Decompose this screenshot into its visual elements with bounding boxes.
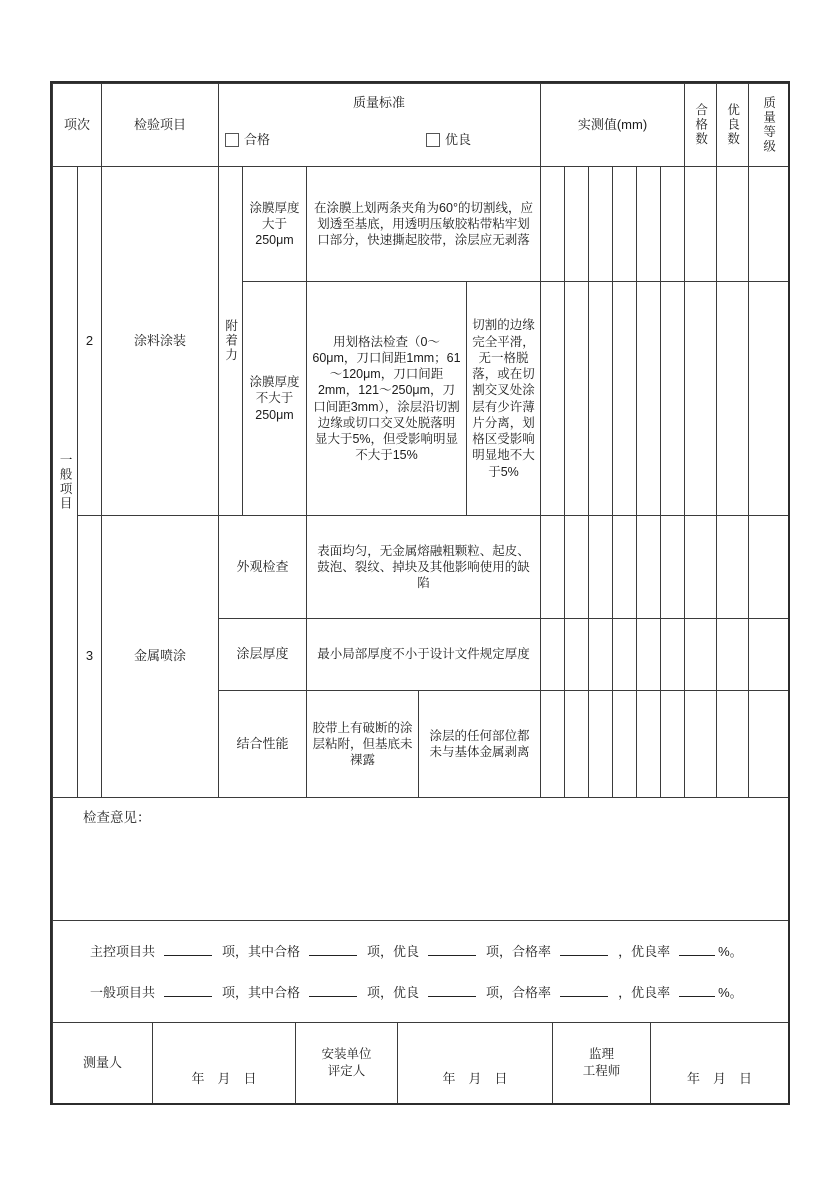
summary-text: 项，其中合格 — [222, 985, 301, 1000]
inspection-opinion-label: 检查意见： — [83, 810, 151, 825]
installer-assessor-line1: 安装单位 — [321, 1046, 372, 1061]
measured-value-cell — [660, 618, 685, 691]
installer-assessor-line2: 评定人 — [327, 1064, 366, 1078]
pass-checkbox[interactable] — [225, 133, 239, 147]
measured-value-cell — [612, 690, 637, 798]
header-quality-standard-cell — [218, 83, 541, 167]
blank-field[interactable] — [309, 941, 357, 956]
summary-text: 项，优良 — [367, 985, 420, 1000]
measured-value-cell — [684, 281, 717, 516]
summary-text: 项，其中合格 — [222, 944, 301, 960]
header-measured-value: 实测值(mm) — [540, 83, 685, 167]
installer-assessor-label — [295, 1022, 398, 1104]
summary-text: %。 — [718, 985, 743, 1000]
measured-value-cell — [660, 281, 685, 516]
header-divider-partial — [218, 84, 219, 124]
measured-value-cell — [716, 515, 749, 619]
measured-value-cell — [588, 618, 613, 691]
blank-field[interactable] — [679, 941, 715, 956]
block-3-item: 金属喷涂 — [101, 515, 219, 798]
blank-field[interactable] — [164, 941, 212, 956]
measured-value-cell — [684, 166, 717, 282]
bonding-performance-label: 结合性能 — [218, 690, 307, 798]
measured-value-cell — [588, 515, 613, 619]
measured-value-cell — [588, 690, 613, 798]
measured-value-cell — [564, 515, 589, 619]
measured-value-cell — [564, 618, 589, 691]
inspection-opinion-cell — [52, 797, 789, 921]
bonding-performance-standard-pass: 胶带上有破断的涂层粘附，但基底未裸露 — [306, 690, 419, 798]
measured-value-cell — [684, 618, 717, 691]
surveyor-date-cell[interactable] — [152, 1022, 296, 1104]
summary-text: 项，合格率 — [486, 985, 552, 1000]
measured-value-cell — [716, 281, 749, 516]
measured-value-cell — [612, 166, 637, 282]
measured-value-cell — [588, 281, 613, 516]
measured-value-cell — [684, 690, 717, 798]
measured-value-cell — [564, 166, 589, 282]
summary-text: 一般项目共 — [90, 985, 156, 1000]
adhesion-row2-standard-excellent: 切割的边缘完全平滑，无一格脱落，或在切割交叉处涂层有少许薄片分离，划格区受影响明显地不大于5% — [466, 281, 541, 516]
blank-field[interactable] — [560, 982, 608, 997]
summary-line-general — [90, 982, 743, 1002]
header-quality-grade: 质量等级 — [748, 83, 789, 167]
supervisor-line2: 工程师 — [582, 1064, 621, 1078]
measured-value-cell — [748, 618, 789, 691]
measured-value-cell — [748, 281, 789, 516]
measured-value-cell — [660, 515, 685, 619]
header-pass-count: 合格数 — [684, 83, 717, 167]
pass-checkbox-label: 合格 — [244, 131, 271, 147]
summary-text: 项，优良 — [367, 944, 420, 960]
summary-section — [52, 920, 789, 1023]
measured-value-cell — [716, 166, 749, 282]
measured-value-cell — [540, 618, 565, 691]
measured-value-cell — [636, 515, 661, 619]
date-placeholder: 年 月 日 — [442, 1071, 508, 1087]
blank-field[interactable] — [679, 982, 715, 997]
blank-field[interactable] — [164, 982, 212, 997]
measured-value-cell — [540, 166, 565, 282]
summary-text: 项，合格率 — [486, 944, 552, 960]
measured-value-cell — [748, 166, 789, 282]
measured-value-cell — [564, 690, 589, 798]
measured-value-cell — [660, 166, 685, 282]
coating-thickness-standard: 最小局部厚度不小于设计文件规定厚度 — [306, 618, 541, 691]
supervisor-line1: 监理 — [588, 1046, 614, 1061]
measured-value-cell — [660, 690, 685, 798]
measured-value-cell — [716, 690, 749, 798]
measured-value-cell — [564, 281, 589, 516]
adhesion-row2-standard-pass: 用划格法检查（0～60μm，刀口间距1mm；61～120μm，刀口间距2mm，121～250μm，刀口间距3mm），涂层沿切割边缘或切口交叉处脱落明显大于5%，但受影响明显不大于15% — [306, 281, 467, 516]
blank-field[interactable] — [428, 941, 476, 956]
measured-value-cell — [540, 690, 565, 798]
summary-text: 主控项目共 — [90, 944, 156, 960]
block-3-number: 3 — [77, 515, 102, 798]
measured-value-cell — [748, 690, 789, 798]
measured-value-cell — [636, 618, 661, 691]
adhesion-row2-condition: 涂膜厚度不大于250μm — [242, 281, 307, 516]
summary-text: ，优良率 — [618, 985, 671, 1000]
measured-value-cell — [748, 515, 789, 619]
blank-field[interactable] — [560, 941, 608, 956]
date-placeholder: 年 月 日 — [191, 1071, 257, 1087]
summary-text: ，优良率 — [618, 944, 671, 960]
appearance-check-standard: 表面均匀，无金属熔融粗颗粒、起皮、鼓泡、裂纹、掉块及其他影响使用的缺陷 — [306, 515, 541, 619]
excellent-checkbox-group — [426, 132, 471, 149]
header-inspection-item: 检验项目 — [101, 83, 219, 167]
supervisor-label — [552, 1022, 651, 1104]
grade-checkbox-row — [218, 132, 540, 149]
summary-line-main-control — [90, 941, 743, 961]
appearance-check-label: 外观检查 — [218, 515, 307, 619]
measured-value-cell — [636, 690, 661, 798]
section-label-general-items: 一般项目 — [52, 166, 78, 798]
header-item-no: 项次 — [52, 83, 102, 167]
header-excellent-count: 优良数 — [716, 83, 749, 167]
pass-checkbox-group — [225, 132, 270, 149]
surveyor-label: 测量人 — [52, 1022, 153, 1104]
measured-value-cell — [540, 515, 565, 619]
block-2-item: 涂料涂装 — [101, 166, 219, 516]
block-2-number: 2 — [77, 166, 102, 516]
measured-value-cell — [612, 281, 637, 516]
quality-standard-title: 质量标准 — [352, 95, 405, 110]
measured-value-cell — [636, 166, 661, 282]
supervisor-date-cell[interactable] — [650, 1022, 789, 1104]
measured-value-cell — [588, 166, 613, 282]
blank-field[interactable] — [309, 982, 357, 997]
adhesion-row1-condition: 涂膜厚度大于250μm — [242, 166, 307, 282]
excellent-checkbox[interactable] — [426, 133, 440, 147]
measured-value-cell — [540, 281, 565, 516]
measured-value-cell — [612, 618, 637, 691]
date-placeholder: 年 月 日 — [686, 1071, 752, 1087]
measured-value-cell — [612, 515, 637, 619]
excellent-checkbox-label: 优良 — [445, 131, 472, 147]
bonding-performance-standard-excellent: 涂层的任何部位都未与基体金属剥离 — [418, 690, 541, 798]
measured-value-cell — [716, 618, 749, 691]
measured-value-cell — [684, 515, 717, 619]
adhesion-row1-standard: 在涂膜上划两条夹角为60°的切割线，应划透至基底，用透明压敏胶粘带粘牢划口部分，快速撕起胶带，涂层应无剥落 — [306, 166, 541, 282]
coating-thickness-label: 涂层厚度 — [218, 618, 307, 691]
measured-value-cell — [636, 281, 661, 516]
installer-date-cell[interactable] — [397, 1022, 553, 1104]
blank-field[interactable] — [428, 982, 476, 997]
adhesion-label: 附着力 — [218, 166, 243, 516]
summary-text: %。 — [718, 944, 743, 960]
